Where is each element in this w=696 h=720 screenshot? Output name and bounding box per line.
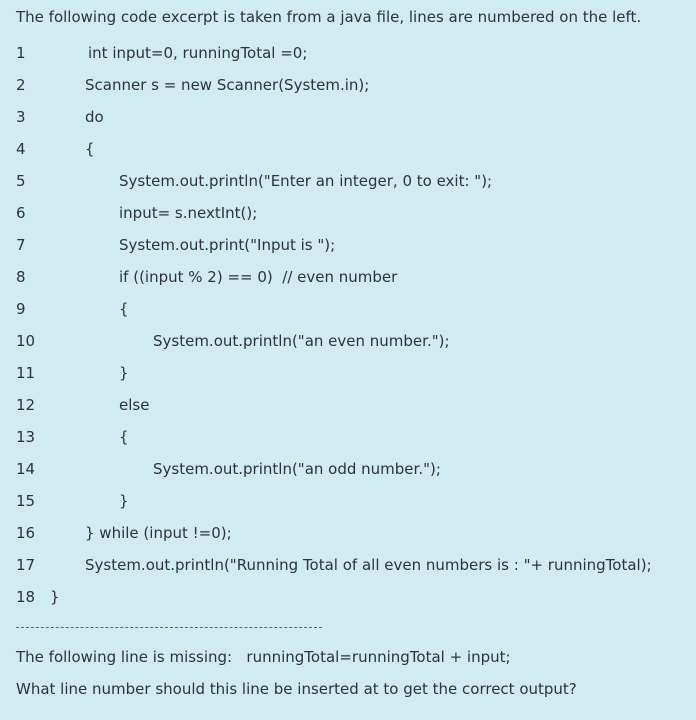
missing-line-text: The following line is missing: runningTotal=runningTotal + input; (16, 648, 511, 666)
line-text: { (85, 140, 95, 158)
line-text: } (119, 364, 129, 382)
line-number: 9 (16, 300, 26, 318)
line-number: 6 (16, 204, 26, 222)
line-number: 14 (16, 460, 36, 478)
line-text: if ((input % 2) == 0) // even number (119, 268, 398, 286)
code-line-15 (0, 485, 696, 517)
code-line-8 (0, 261, 696, 293)
code-line-16 (0, 517, 696, 549)
line-number: 17 (16, 556, 36, 574)
line-number: 1 (16, 44, 26, 62)
line-number: 7 (16, 236, 26, 254)
line-text: else (119, 396, 150, 414)
code-line-12 (0, 389, 696, 421)
code-line-10 (0, 325, 696, 357)
line-number: 16 (16, 524, 36, 542)
line-number: 11 (16, 364, 36, 382)
line-text: do (85, 108, 104, 126)
line-number: 18 (16, 588, 36, 606)
code-line-3 (0, 101, 696, 133)
intro-text: The following code excerpt is taken from a java file, lines are numbered on the left. (16, 8, 642, 26)
dashed-divider (16, 627, 322, 628)
line-text: System.out.println("an odd number."); (153, 460, 441, 478)
question-text: What line number should this line be inserted at to get the correct output? (16, 680, 577, 698)
line-number: 10 (16, 332, 36, 350)
line-number: 8 (16, 268, 26, 286)
code-line-5 (0, 165, 696, 197)
line-text: System.out.println("Running Total of all even numbers is : "+ runningTotal); (85, 556, 652, 574)
code-line-18 (0, 581, 696, 613)
code-line-6 (0, 197, 696, 229)
line-text: { (119, 428, 129, 446)
line-number: 4 (16, 140, 26, 158)
code-line-14 (0, 453, 696, 485)
line-text: int input=0, runningTotal =0; (88, 44, 308, 62)
line-number: 2 (16, 76, 26, 94)
line-text: Scanner s = new Scanner(System.in); (85, 76, 370, 94)
line-text: System.out.print("Input is "); (119, 236, 336, 254)
code-line-17 (0, 549, 696, 581)
line-number: 13 (16, 428, 36, 446)
code-line-1 (0, 37, 696, 69)
line-number: 3 (16, 108, 26, 126)
line-text: System.out.println("Enter an integer, 0 to exit: "); (119, 172, 493, 190)
code-line-4 (0, 133, 696, 165)
code-excerpt (0, 37, 696, 613)
code-line-11 (0, 357, 696, 389)
code-line-2 (0, 69, 696, 101)
line-text: { (119, 300, 129, 318)
line-text: } (50, 588, 60, 606)
line-text: } while (input !=0); (85, 524, 232, 542)
code-line-7 (0, 229, 696, 261)
line-number: 15 (16, 492, 36, 510)
line-number: 5 (16, 172, 26, 190)
line-number: 12 (16, 396, 36, 414)
code-line-9 (0, 293, 696, 325)
line-text: System.out.println("an even number."); (153, 332, 450, 350)
code-line-13 (0, 421, 696, 453)
line-text: } (119, 492, 129, 510)
line-text: input= s.nextInt(); (119, 204, 258, 222)
